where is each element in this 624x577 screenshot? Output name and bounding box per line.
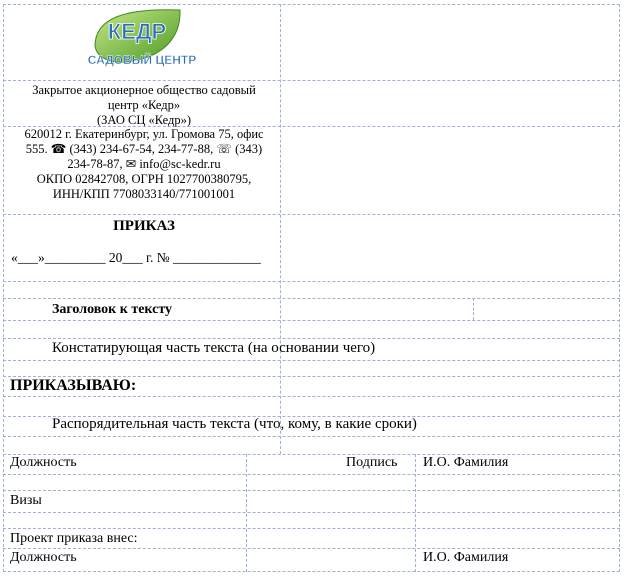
grid-line [3, 512, 620, 513]
grid-line [3, 338, 620, 339]
grid-line [3, 4, 4, 572]
grid-line [3, 436, 620, 437]
company-name-line: центр «Кедр» [107, 98, 181, 112]
logo-brand-text: КЕДР [107, 19, 167, 44]
company-address: 620012 г. Екатеринбург, ул. Громова 75, офис [24, 127, 264, 141]
order-word: ПРИКАЗЫВАЮ: [10, 377, 137, 394]
grid-line [3, 454, 620, 455]
statement-part: Констатирующая часть текста (на основании чего) [52, 340, 376, 356]
grid-line [3, 396, 620, 397]
grid-line [3, 360, 620, 361]
grid-line [3, 474, 620, 475]
company-phones: 555. ☎ (343) 234-67-54, 234-77-88, ☏ (343) [25, 142, 263, 156]
grid-line [3, 490, 620, 491]
grid-line [3, 528, 620, 529]
company-email: 234-78-87, ✉ info@sc-kedr.ru [67, 157, 221, 171]
company-name-line: Закрытое акционерное общество садовый [32, 83, 256, 97]
grid-line [246, 454, 247, 572]
grid-line [3, 571, 620, 572]
author-name: И.О. Фамилия [423, 550, 509, 565]
author-position: Должность [10, 550, 77, 565]
grid-line [3, 320, 620, 321]
grid-line [473, 298, 474, 320]
company-contacts-block [8, 127, 280, 202]
grid-line [3, 4, 620, 5]
draft-author-label: Проект приказа внес: [10, 531, 138, 546]
grid-line [415, 454, 416, 572]
logo-sub-text: САДОВЫЙ ЦЕНТР [87, 53, 197, 67]
company-name-block [8, 83, 280, 128]
kedr-logo [85, 6, 200, 78]
signer-name: И.О. Фамилия [423, 455, 509, 470]
company-codes: ОКПО 02842708, ОГРН 1027700380795, [36, 172, 252, 186]
directive-part: Распорядительная часть текста (что, кому, в какие сроки) [52, 416, 417, 432]
grid-line [3, 548, 620, 549]
grid-line [280, 4, 281, 454]
order-title: ПРИКАЗ [113, 218, 175, 234]
grid-line [3, 281, 620, 282]
text-heading: Заголовок к тексту [52, 302, 173, 317]
grid-line [619, 4, 620, 572]
visas-label: Визы [10, 493, 42, 508]
company-codes: ИНН/КПП 7708033140/771001001 [52, 187, 236, 201]
grid-line [3, 214, 620, 215]
grid-line [3, 80, 620, 81]
grid-line [3, 298, 620, 299]
order-date-number-line: «___»_________ 20___ г. № _____________ [11, 250, 261, 265]
signature-label: Подпись [346, 455, 398, 470]
company-short-name: (ЗАО СЦ «Кедр») [97, 113, 191, 127]
signer-position: Должность [10, 455, 77, 470]
